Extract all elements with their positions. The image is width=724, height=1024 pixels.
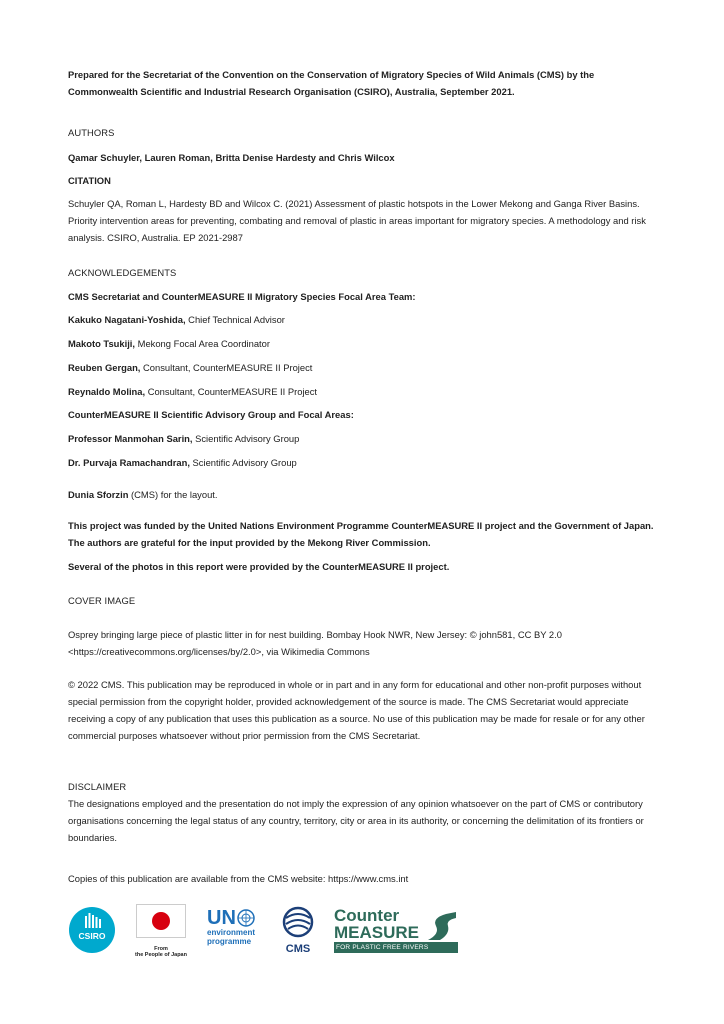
countermeasure-tagline: FOR PLASTIC FREE RIVERS [336, 944, 429, 951]
layout-credit-name: Dunia Sforzin [68, 489, 129, 500]
copies-statement: Copies of this publication are available from the CMS website: https://www.cms.int [68, 873, 409, 884]
cover-heading: COVER IMAGE [68, 595, 136, 606]
countermeasure-line-1: Counter [334, 906, 400, 925]
funding-statement: This project was funded by the United Nations Environment Programme CounterMEASURE II project and the Government of Japan. The authors are grateful for the input provided by the Mekong River Commission. [68, 520, 654, 548]
advisory-member [68, 454, 658, 471]
unep-line-1: environment [207, 928, 256, 937]
japan-logo [136, 904, 186, 958]
advisory-member-name: Professor Manmohan Sarin, [68, 433, 193, 444]
river-swoosh-icon [426, 910, 458, 942]
japan-caption-1: From [154, 946, 168, 952]
advisory-heading: CounterMEASURE II Scientific Advisory Group and Focal Areas: [68, 409, 354, 420]
authors-names: Qamar Schuyler, Lauren Roman, Britta Denise Hardesty and Chris Wilcox [68, 152, 395, 163]
team-member-role: Consultant, CounterMEASURE II Project [145, 386, 318, 397]
team-member [68, 311, 658, 328]
advisory-member [68, 430, 658, 447]
cms-wordmark: CMS [285, 943, 311, 955]
cover-line-2: <https://creativecommons.org/licenses/by/2.0>, via Wikimedia Commons [68, 646, 370, 657]
team-heading: CMS Secretariat and CounterMEASURE II Migratory Species Focal Area Team: [68, 291, 416, 302]
team-member-name: Kakuko Nagatani-Yoshida, [68, 314, 186, 325]
countermeasure-logo [334, 908, 460, 956]
unep-logo [207, 908, 267, 958]
team-member-role: Consultant, CounterMEASURE II Project [140, 362, 313, 373]
disclaimer-heading: DISCLAIMER [68, 781, 127, 792]
prepared-statement: Prepared for the Secretariat of the Convention on the Conservation of Migratory Species of Wild Animals (CMS) by the Commonwealth Scientific and Industrial Research Organisation (CSIRO), Australia, September 2021. [68, 69, 595, 97]
team-member [68, 383, 658, 400]
authors-heading: AUTHORS [68, 127, 115, 138]
csiro-logo [68, 906, 116, 954]
unep-line-2: programme [207, 937, 252, 946]
layout-credit-role: (CMS) for the layout. [128, 489, 218, 500]
team-member-role: Mekong Focal Area Coordinator [135, 338, 270, 349]
advisory-member-role: Scientific Advisory Group [192, 433, 300, 444]
team-member-name: Makoto Tsukiji, [68, 338, 136, 349]
team-member-name: Reuben Gergan, [68, 362, 141, 373]
disclaimer-text: The designations employed and the presentation do not imply the expression of any opinion whatsoever on the part of CMS or contributory organisations concerning the legal status of any country, territory, city or area in its authority, or concerning the delimitation of its frontiers or boundaries. [68, 798, 644, 843]
citation-text: Schuyler QA, Roman L, Hardesty BD and Wilcox C. (2021) Assessment of plastic hotspots in the Lower Mekong and Ganga River Basins. Priority intervention areas for preventing, combating and removal of plastic in areas important for migratory species. A methodology and risk analysis. CSIRO, Australia. EP 2021-2987 [68, 198, 646, 243]
partner-logos [68, 904, 468, 960]
countermeasure-banner [334, 942, 458, 953]
countermeasure-line-2: MEASURE [334, 923, 420, 942]
advisory-member-role: Scientific Advisory Group [189, 457, 297, 468]
acknowledgements-heading: ACKNOWLEDGEMENTS [68, 267, 177, 278]
advisory-member-name: Dr. Purvaja Ramachandran, [68, 457, 190, 468]
team-member [68, 359, 658, 376]
cover-line-1: Osprey bringing large piece of plastic litter in for nest building. Bombay Hook NWR, New Jersey: © john581, CC BY 2.0 [68, 629, 562, 640]
photos-statement: Several of the photos in this report were provided by the CounterMEASURE II project. [68, 561, 450, 572]
csiro-circle [69, 907, 115, 953]
citation-heading: CITATION [68, 175, 111, 186]
team-member-name: Reynaldo Molina, [68, 386, 146, 397]
japan-flag-icon [136, 904, 186, 938]
cms-logo [280, 906, 320, 958]
cms-globe-icon [280, 906, 316, 938]
team-member-role: Chief Technical Advisor [185, 314, 285, 325]
csiro-wordmark: CSIRO [78, 931, 106, 941]
un-emblem-icon [237, 909, 255, 927]
team-member [68, 335, 658, 352]
layout-credit [68, 486, 658, 503]
unep-un-wordmark: UN [207, 907, 236, 929]
copyright-text: © 2022 CMS. This publication may be reproduced in whole or in part and in any form for educational and other non-profit purposes without special permission from the copyright holder, provided acknowledgement of the source is made. The CMS Secretariat would appreciate receiving a copy of any publication that uses this publication as a source. No use of this publication may be made for resale or for any other commercial purposes whatsoever without prior permission from the CMS Secretariat. [68, 679, 645, 741]
japan-caption-2: the People of Japan [135, 952, 187, 958]
